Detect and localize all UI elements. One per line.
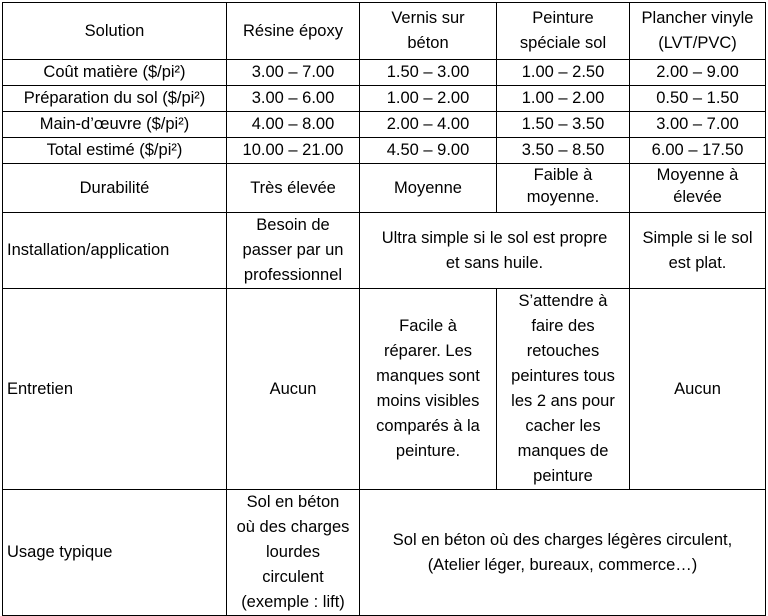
cell-prep-vernis: 1.00 – 2.00: [360, 86, 497, 112]
label-durabilite: Durabilité: [3, 164, 227, 213]
cell-usage-epoxy: Sol en béton où des charges lourdes circulent (exemple : lift): [227, 490, 360, 616]
cell-prep-vinyle: 0.50 – 1.50: [630, 86, 766, 112]
cell-usage-others: Sol en béton où des charges légères circulent, (Atelier léger, bureaux, commerce…): [360, 490, 766, 616]
cell-entretien-vernis: Facile à réparer. Les manques sont moins visibles comparés à la peinture.: [360, 289, 497, 490]
label-installation: Installation/application: [3, 213, 227, 289]
cell-prep-peinture: 1.00 – 2.00: [497, 86, 630, 112]
row-installation: [3, 213, 766, 289]
comparison-table: [2, 2, 766, 616]
cell-entretien-epoxy: Aucun: [227, 289, 360, 490]
cell-cout-vernis: 1.50 – 3.00: [360, 60, 497, 86]
row-total: [3, 138, 766, 164]
cell-durabilite-peinture: Faible à moyenne.: [497, 164, 630, 213]
cell-cout-vinyle: 2.00 – 9.00: [630, 60, 766, 86]
row-preparation: [3, 86, 766, 112]
header-epoxy: Résine époxy: [227, 3, 360, 60]
header-vinyle: Plancher vinyle (LVT/PVC): [630, 3, 766, 60]
cell-durabilite-epoxy: Très élevée: [227, 164, 360, 213]
cell-durabilite-vernis: Moyenne: [360, 164, 497, 213]
cell-total-vinyle: 6.00 – 17.50: [630, 138, 766, 164]
cell-installation-vinyle: Simple si le sol est plat.: [630, 213, 766, 289]
cell-main-vernis: 2.00 – 4.00: [360, 112, 497, 138]
row-usage: [3, 490, 766, 616]
cell-main-epoxy: 4.00 – 8.00: [227, 112, 360, 138]
row-durabilite: [3, 164, 766, 213]
cell-total-epoxy: 10.00 – 21.00: [227, 138, 360, 164]
row-cout-matiere: [3, 60, 766, 86]
cell-installation-vernis-peinture: Ultra simple si le sol est propre et sans huile.: [360, 213, 630, 289]
cell-entretien-vinyle: Aucun: [630, 289, 766, 490]
label-entretien: Entretien: [3, 289, 227, 490]
cell-prep-epoxy: 3.00 – 6.00: [227, 86, 360, 112]
header-peinture: Peinture spéciale sol: [497, 3, 630, 60]
label-total: Total estimé ($/pi²): [3, 138, 227, 164]
cell-installation-epoxy: Besoin de passer par un professionnel: [227, 213, 360, 289]
cell-main-vinyle: 3.00 – 7.00: [630, 112, 766, 138]
cell-entretien-peinture: S’attendre à faire des retouches peintures tous les 2 ans pour cacher les manques de peinture: [497, 289, 630, 490]
header-row: [3, 3, 766, 60]
header-vernis: Vernis sur béton: [360, 3, 497, 60]
header-solution: Solution: [3, 3, 227, 60]
cell-durabilite-vinyle: Moyenne à élevée: [630, 164, 766, 213]
label-main-oeuvre: Main-d’œuvre ($/pi²): [3, 112, 227, 138]
label-cout-matiere: Coût matière ($/pi²): [3, 60, 227, 86]
cell-cout-peinture: 1.00 – 2.50: [497, 60, 630, 86]
cell-total-vernis: 4.50 – 9.00: [360, 138, 497, 164]
row-main-oeuvre: [3, 112, 766, 138]
cell-main-peinture: 1.50 – 3.50: [497, 112, 630, 138]
label-usage: Usage typique: [3, 490, 227, 616]
label-preparation: Préparation du sol ($/pi²): [3, 86, 227, 112]
row-entretien: [3, 289, 766, 490]
cell-total-peinture: 3.50 – 8.50: [497, 138, 630, 164]
cell-cout-epoxy: 3.00 – 7.00: [227, 60, 360, 86]
